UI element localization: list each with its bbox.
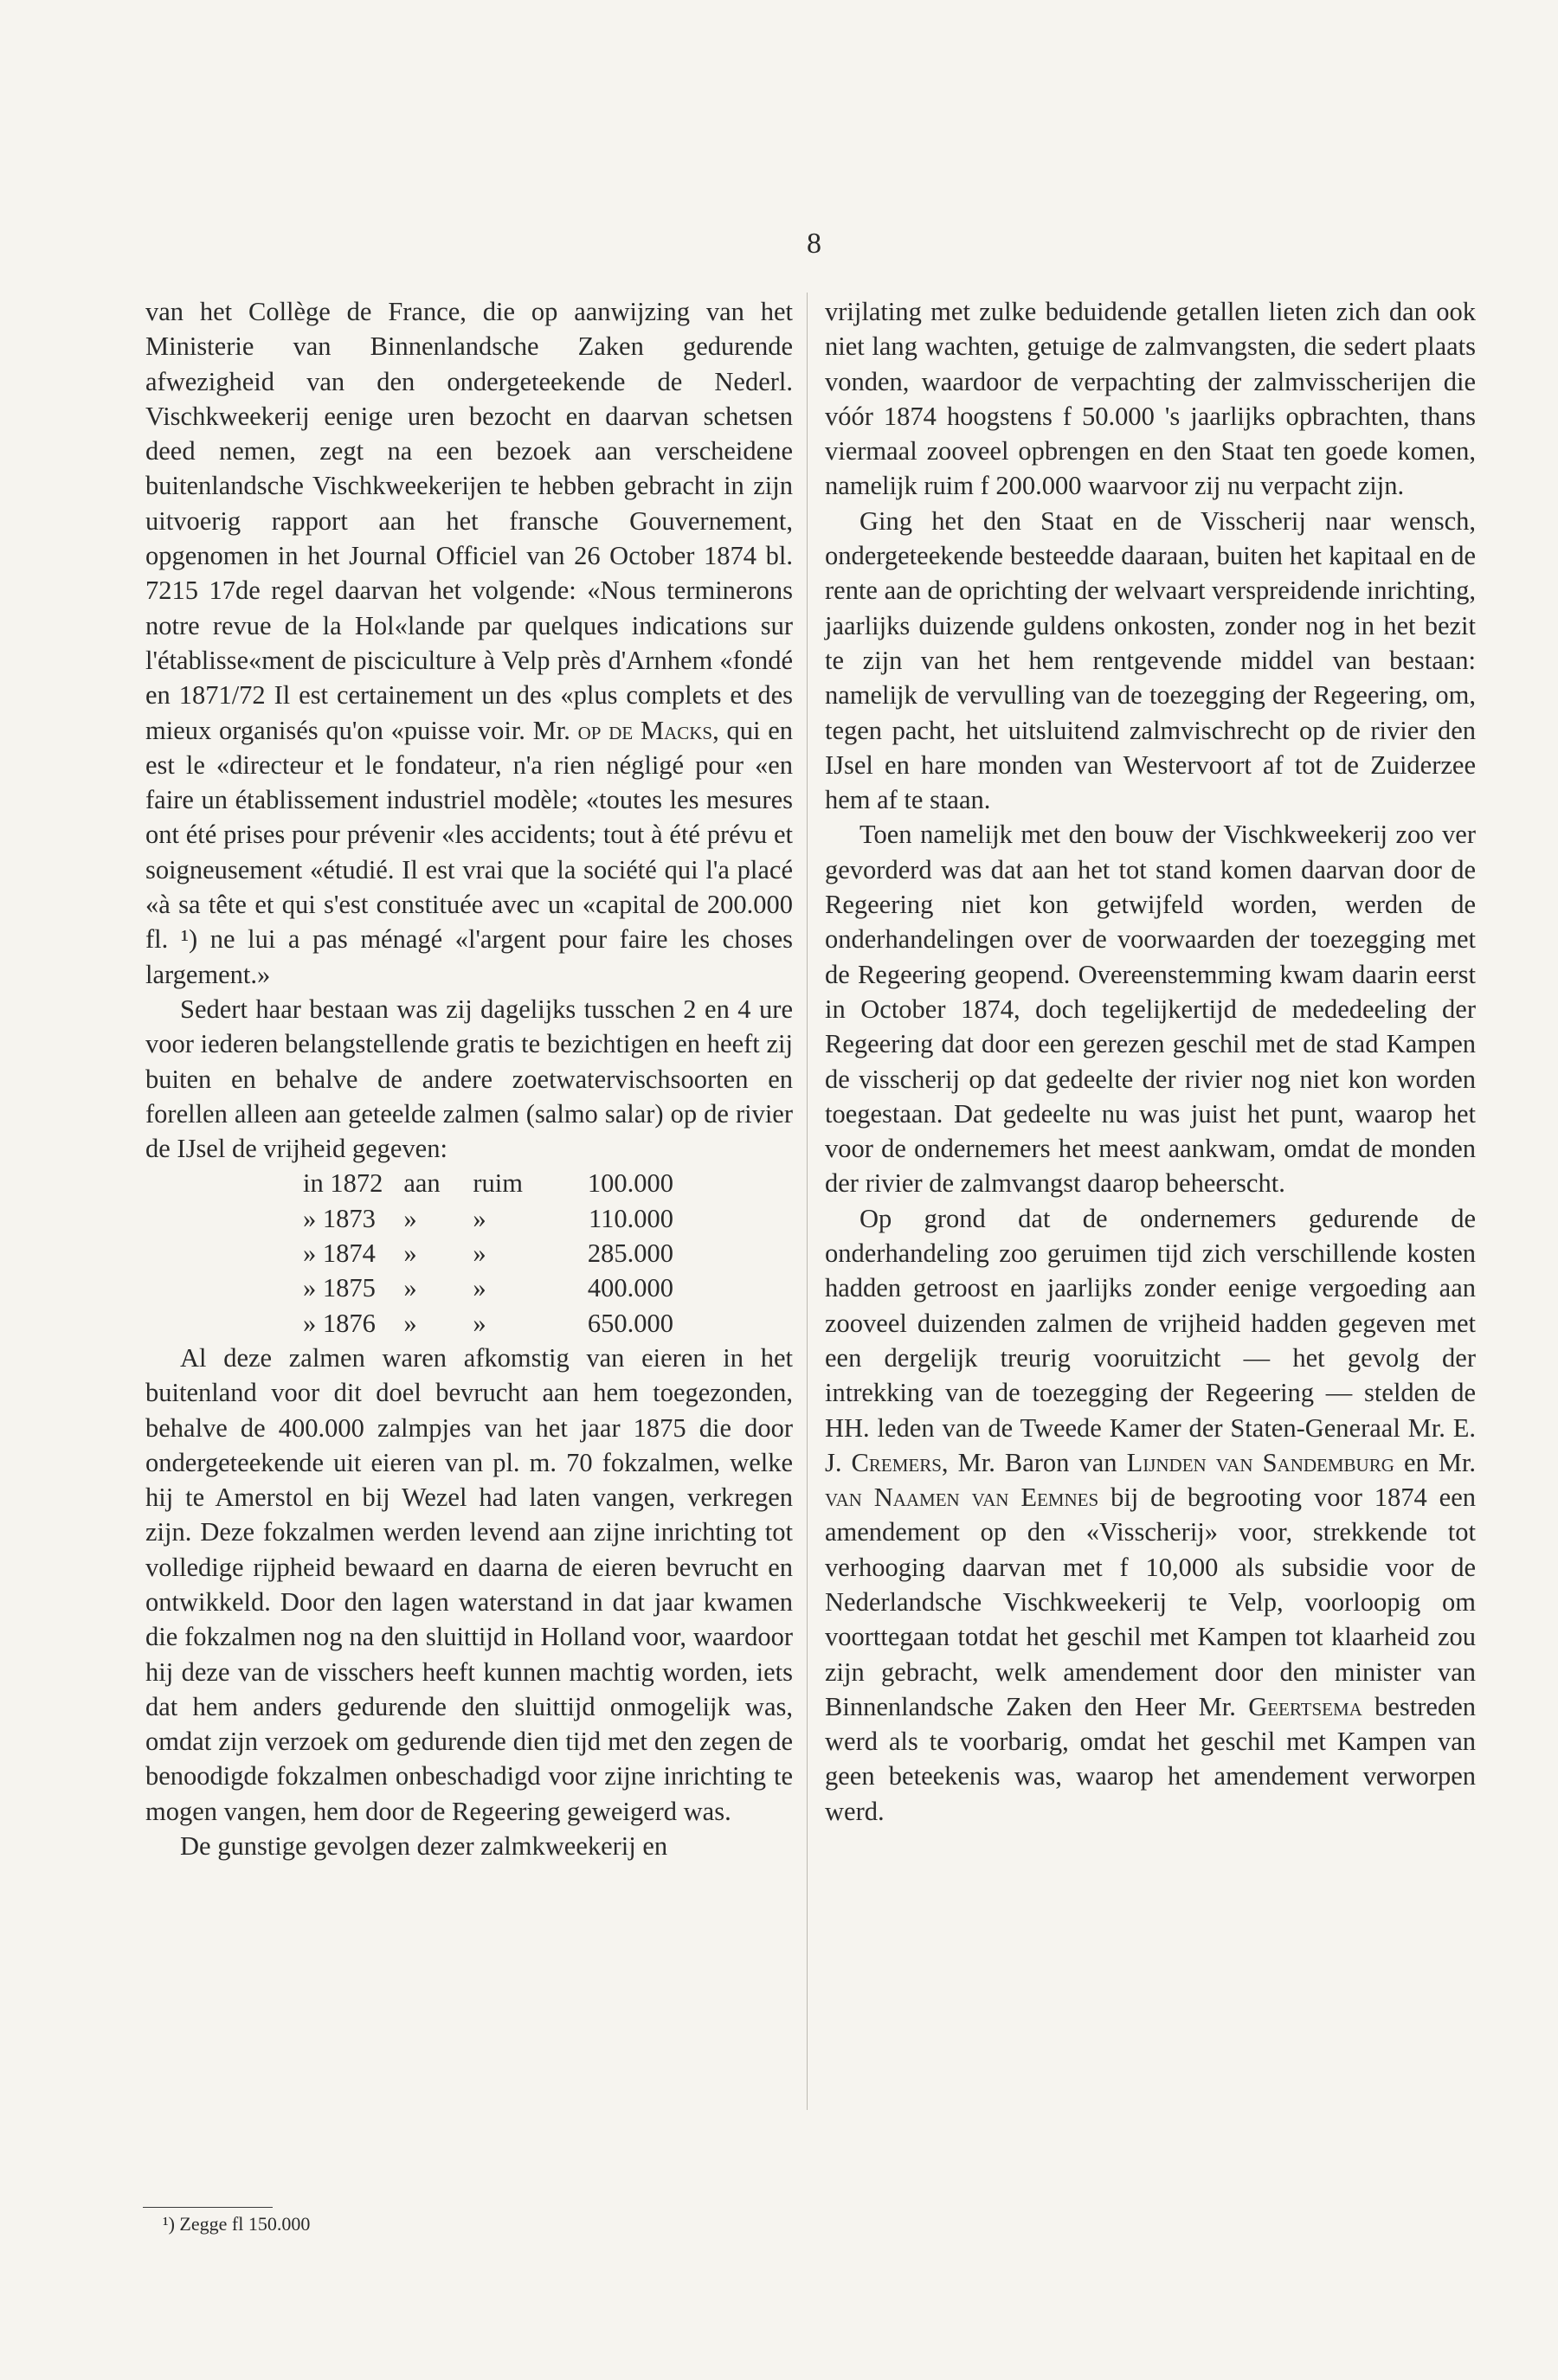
paragraph-text: bij de begrooting voor 1874 een amendement op den «Visscherij» voor, strekkende tot verhooging daarvan met f 10,000 als subsidie voor de Nederlandsche Vischkweekerij te Velp, voorloopig om voorttegaan totdat het geschil met Kampen tot klaarheid zou zijn gebracht, welk amendement door den minister van Binnenlandsche Zaken den Heer Mr.	[825, 1483, 1477, 1721]
paragraph	[825, 1201, 1476, 1829]
word-cell: ruim	[473, 1168, 523, 1199]
footnote: ¹) Zegge fl 150.000	[163, 2213, 311, 2235]
right-column	[825, 294, 1476, 1829]
paragraph: Sedert haar bestaan was zij dagelijks tusschen 2 en 4 ure voor iederen belangstellende gratis te bezichtigen en heeft zij buiten en behalve de andere zoetwatervischsoorten en forellen alleen aan geteelde zalmen (salmo salar) op de rivier de IJsel de vrijheid gegeven:	[145, 994, 793, 1164]
table-row	[303, 1236, 673, 1270]
word-cell: »	[473, 1273, 486, 1303]
word-cell: »	[403, 1273, 417, 1303]
table-row	[303, 1201, 673, 1236]
salmon-release-table	[303, 1166, 673, 1340]
amount-cell: 285.000	[587, 1238, 673, 1269]
table-row	[303, 1166, 673, 1200]
word-cell: »	[473, 1203, 486, 1233]
paragraph-text: bestreden werd als te voorbarig, omdat het geschil met Kampen van geen beteekenis was, waarop het amendement verworpen werd.	[825, 1691, 1476, 1826]
year-cell: » 1875	[303, 1273, 376, 1303]
amount-cell: 650.000	[587, 1308, 673, 1338]
paragraph-text: , qui en est le «directeur et le fondateur, n'a rien négligé pour «en faire un établissement industriel modèle; «toutes les mesures ont été prises pour prévenir «les accidents; tout à été prévu et soigneusement «étudié. Il est vrai que la société qui l'a placé «à sa tête et qui s'est constituée avec un «capital de 200.000 fl. ¹) ne lui a pas ménagé «l'argent pour faire les choses largement.»	[145, 715, 793, 989]
paragraph	[145, 294, 793, 992]
year-cell: » 1873	[303, 1203, 376, 1233]
year-cell: » 1876	[303, 1308, 376, 1338]
paragraph: De gunstige gevolgen dezer zalmkweekerij en	[180, 1831, 668, 1862]
amount-cell: 100.000	[587, 1168, 673, 1199]
left-column	[145, 294, 793, 1863]
person-name: van Naamen van Eemnes	[825, 1483, 1099, 1513]
word-cell: »	[403, 1308, 417, 1338]
amount-cell: 400.000	[587, 1273, 673, 1303]
person-name: Cremers	[851, 1447, 942, 1477]
person-name: Lijnden van Sandemburg	[1126, 1447, 1394, 1477]
word-cell: »	[473, 1308, 486, 1338]
paragraph-text: en Mr.	[1394, 1447, 1477, 1477]
word-cell: »	[473, 1238, 486, 1269]
year-cell: in 1872	[303, 1168, 383, 1199]
word-cell: aan	[403, 1168, 441, 1199]
footnote-divider	[143, 2207, 273, 2208]
person-name: Geertsema	[1248, 1691, 1362, 1721]
paragraph: Al deze zalmen waren afkomstig van eieren in het buitenland voor dit doel bevrucht aan hem toegezonden, behalve de 400.000 zalmpjes van het jaar 1875 die door ondergeteekende uit eieren van pl. m. 70 fokzalmen, welke hij te Amerstol en bij Wezel had laten vangen, verkregen zijn. Deze fokzalmen werden levend aan zijne inrichting tot volledige rijpheid bewaard en daarna de eieren bevrucht en ontwikkeld. Door den lagen waterstand in dat jaar kwamen die fokzalmen nog na den sluittijd in Holland voor, waardoor hij deze van de visschers heeft kunnen machtig worden, iets dat hem anders gedurende den sluittijd onmogelijk was, omdat zijn verzoek om gedurende dien tijd met den zegen de benoodigde fokzalmen onbeschadigd voor zijne inrichting te mogen vangen, hem door de Regeering geweigerd was.	[145, 1342, 793, 1826]
paragraph-text: Op grond dat de ondernemers gedurende de onderhandeling zoo geruimen tijd zich verschillende kosten hadden getroost en jaarlijks zonder eenige vergoeding aan zooveel duizenden zalmen de vrijheid hadden gegeven met een dergelijk treurig vooruitzicht — het gevolg der intrekking van de toezegging der Regeering — stelden de HH. leden van de Tweede Kamer der Staten-Generaal Mr. E. J.	[825, 1203, 1476, 1477]
table-row	[303, 1306, 673, 1341]
table-row	[303, 1270, 673, 1305]
word-cell: »	[403, 1238, 417, 1269]
paragraph: vrijlating met zulke beduidende getallen lieten zich dan ook niet lang wachten, getuige de zalmvangsten, die sedert plaats vonden, waardoor de verpachting der zalmvisscherijen die vóór 1874 hoogstens f 50.000 's jaarlijks opbrachten, thans viermaal zooveel opbrengen en den Staat ten goede komen, namelijk ruim f 200.000 waarvoor zij nu verpacht zijn.	[825, 297, 1476, 501]
person-name: op de Macks	[577, 715, 713, 745]
word-cell: »	[403, 1203, 417, 1233]
amount-cell: 110.000	[588, 1203, 673, 1233]
paragraph: Ging het den Staat en de Visscherij naar wensch, ondergeteekende besteedde daaraan, buiten het kapitaal en de rente aan de oprichting der welvaart verspreidende inrichting, jaarlijks duizende guldens onkosten, zonder nog in het bezit te zijn van het hem rentgevende middel van bestaan: namelijk de vervulling van de toezegging der Regeering, om, tegen pacht, het uitsluitend zalmvischrecht op de rivier den IJsel en hare monden van Westervoort af tot de Zuiderzee hem af te staan.	[825, 505, 1477, 815]
paragraph: Toen namelijk met den bouw der Vischkweekerij zoo ver gevorderd was dat aan het tot stand komen daarvan door de Regeering niet kon getwijfeld worden, werden de onderhandelingen over de voorwaarden der toezegging met de Regeering geopend. Overeenstemming kwam daarin eerst in October 1874, doch tegelijkertijd de mededeeling der Regeering dat door een gerezen geschil met de stad Kampen de visscherij op dat gedeelte der rivier nog niet kon worden toegestaan. Dat gedeelte nu was juist het punt, waarop het voor de ondernemers het meest aankwam, omdat de monden der rivier de zalmvangst daarop beheerscht.	[825, 820, 1476, 1199]
paragraph-text: van het Collège de France, die op aanwijzing van het Ministerie van Binnenlandsche Zaken gedurende afwezigheid van den ondergeteekende de Nederl. Vischkweekerij eenige uren bezocht en daarvan schetsen deed nemen, zegt na een bezoek aan verscheidene buitenlandsche Vischkweekerijen te hebben gebracht in zijn uitvoerig rapport aan het fransche Gouvernement, opgenomen in het Journal Officiel van 26 October 1874 bl. 7215 17de regel daarvan het volgende: «Nous terminerons notre revue de la Hol«lande par quelques indications sur l'établisse«ment de pisciculture à Velp près d'Arnhem «fondé en 1871/72 Il est certainement un des «plus complets et des mieux organisés qu'on «puisse voir. Mr.	[145, 297, 793, 745]
page-number: 8	[807, 228, 821, 260]
paragraph-text: , Mr. Baron van	[941, 1447, 1127, 1477]
year-cell: » 1874	[303, 1238, 376, 1269]
column-divider	[807, 293, 808, 2110]
